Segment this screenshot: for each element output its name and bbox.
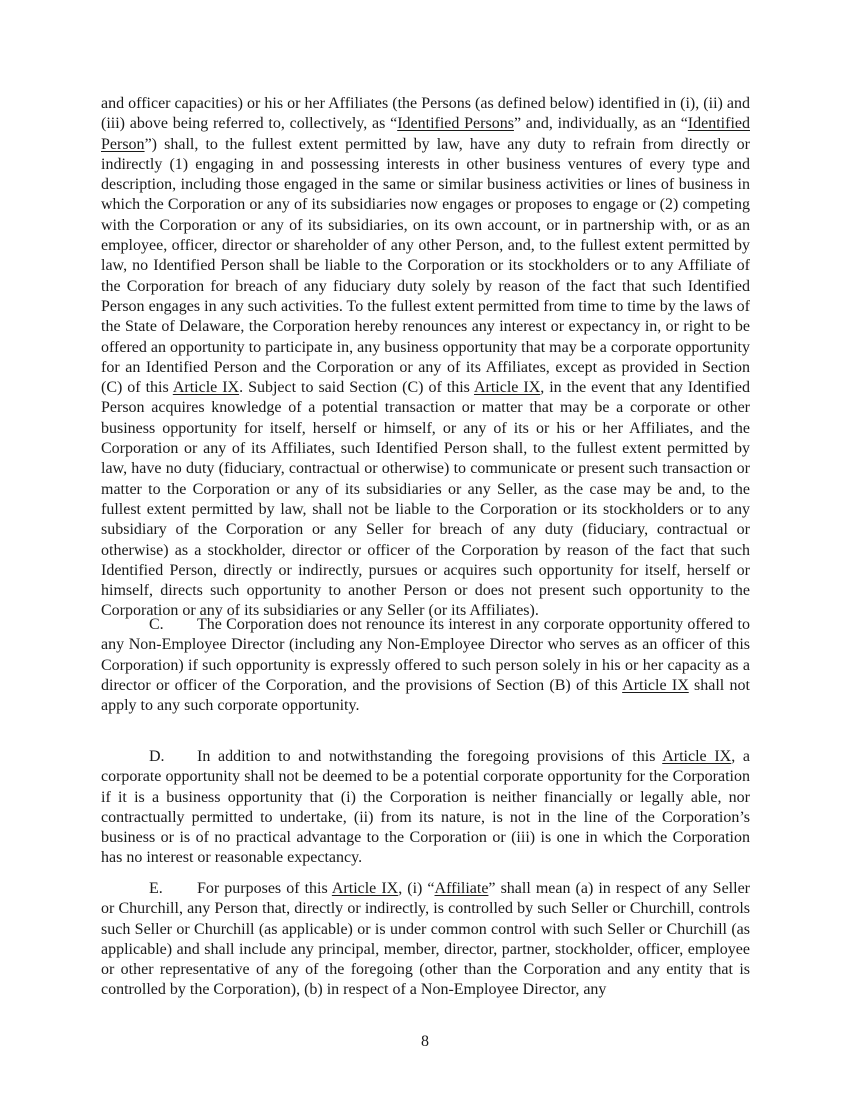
- paragraph-text: shall not apply to any such corporate opportunity.: [101, 676, 750, 715]
- paragraph-text: , a corporate opportunity shall not be deemed to be a potential corporate opportunity for the Corporation if it is a business opportunity that (i) the Corporation is neither financially or legally able, nor contractually permitted to undertake, (ii) from its nature, is not in the line of the Corporation’s business or is of no practical advantage to the Corporation or (iii) is one in which the Corporation has no interest or reasonable expectancy.: [101, 748, 751, 867]
- section-label-e: E.: [149, 880, 163, 897]
- paragraph-text: ” and, individually, as an “: [513, 115, 688, 133]
- section-label-d: D.: [149, 748, 165, 765]
- paragraph-text: , in the event that any Identified Person acquires knowledge of a potential transaction or matter that may be a corporate or other business opportunity for itself, herself or himself, or any of its or his or her Affiliates, and the Corporation or any of its Affiliates, such Identified Person shall, to the fullest extent permitted by law, have no duty (fiduciary, contractual or otherwise) to communicate or present such transaction or matter to the Corporation or any of its subsidiaries or any Seller, as the case may be and, to the fullest extent permitted by law, shall not be liable to the Corporation or its stockholders or to any subsidiary of the Corporation or any Seller for breach of any duty (fiduciary, contractual or otherwise) as a stockholder, director or officer of the Corporation by reason of the fact that such Identified Person, directly or indirectly, pursues or acquires such opportunity for itself, herself or himself, directs such opportunity to another Person or does not present such opportunity to the Corporation or any of its subsidiaries or any Seller (or its Affiliates).: [101, 379, 751, 620]
- article-reference: Article IX: [662, 748, 732, 765]
- article-reference: Article IX: [331, 880, 399, 897]
- paragraph-text: . Subject to said Section (C) of this: [239, 379, 474, 397]
- paragraph-c: [101, 615, 750, 716]
- page-number: 8: [421, 1033, 429, 1050]
- defined-term-affiliate: Affiliate: [434, 880, 489, 897]
- article-reference: Article IX: [172, 379, 240, 397]
- paragraph-text: The Corporation does not renounce its interest in any corporate opportunity offered to any Non-Employee Director (including any Non-Employee Director who serves as an officer of this Corporation) if such opportunity is expressly offered to such person solely in his or her capacity as a director or officer of the Corporation, and the provisions of Section (B) of this: [101, 616, 750, 694]
- article-reference: Article IX: [473, 379, 541, 397]
- paragraph-text: For purposes of this: [197, 880, 332, 897]
- article-reference: Article IX: [622, 676, 689, 694]
- paragraph-d: [101, 747, 750, 869]
- defined-term-identified-person: Identified Person: [101, 115, 750, 153]
- section-label-c: C.: [149, 616, 164, 633]
- paragraph-text: ”) shall, to the fullest extent permitted by law, have any duty to refrain from directly or indirectly (1) engaging in and possessing interests in other business ventures of every type and description, including those engaged in the same or similar business activities or lines of business in which the Corporation or any of its subsidiaries now engages or proposes to engage or (2) competing with the Corporation or any of its subsidiaries, on its own account, or in partnership with, or as an employee, officer, director or shareholder of any other Person, and, to the fullest extent permitted by law, no Identified Person shall be liable to the Corporation or its stockholders or to any Affiliate of the Corporation for breach of any fiduciary duty solely by reason of the fact that such Identified Person engages in any such activities. To the fullest extent permitted from time to time by the laws of the State of Delaware, the Corporation hereby renounces any interest or expectancy in, or right to be offered an opportunity to participate in, any business opportunity that may be a corporate opportunity for an Identified Person and the Corporation or any of its Affiliates, except as provided in Section (C) of this: [101, 135, 750, 397]
- paragraph-b-continuation: [101, 94, 750, 622]
- paragraph-text: In addition to and notwithstanding the foregoing provisions of this: [197, 748, 663, 765]
- paragraph-text: and officer capacities) or his or her Affiliates (the Persons (as defined below) identified in (i), (ii) and (iii) above being referred to, collectively, as “: [101, 95, 750, 133]
- defined-term-identified-persons: Identified Persons: [397, 115, 514, 133]
- paragraph-e: [101, 879, 750, 1001]
- paragraph-text: ” shall mean (a) in respect of any Seller or Churchill, any Person that, directly or indirectly, is controlled by such Seller or Churchill, controls such Seller or Churchill (as applicable) or is under common control with such Seller or Churchill (as applicable) and shall include any principal, member, director, partner, stockholder, officer, employee or other representative of any of the foregoing (other than the Corporation and any entity that is controlled by the Corporation), (b) in respect of a Non-Employee Director, any: [101, 880, 751, 999]
- paragraph-text: , (i) “: [398, 880, 435, 897]
